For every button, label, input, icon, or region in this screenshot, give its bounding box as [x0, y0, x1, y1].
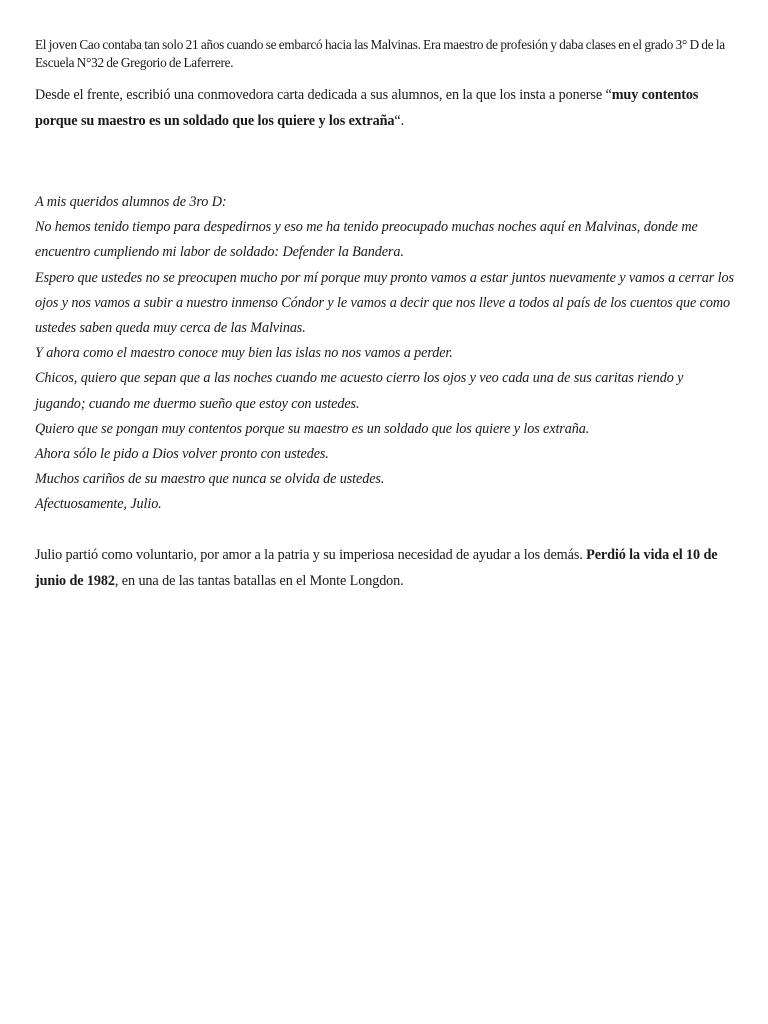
letter-body — [35, 190, 735, 518]
context-bold-quote: muy contentos porque su maestro es un soldado que los quiere y los extraña — [35, 87, 699, 129]
closing-paragraph — [35, 542, 735, 594]
letter-line: Y ahora como el maestro conoce muy bien las islas no nos vamos a perder. — [35, 345, 453, 362]
document-page — [35, 36, 735, 594]
closing-text-start: Julio partió como voluntario, por amor a la patria y su imperiosa necesidad de ayudar a los demás. — [35, 546, 587, 563]
letter-signature: Afectuosamente, Julio. — [35, 496, 162, 513]
letter-context-paragraph — [35, 82, 735, 134]
letter-line: No hemos tenido tiempo para despedirnos y eso me ha tenido preocupado muchas noches aquí en Malvinas, donde me encuentro cumpliendo mi labor de soldado: Defender la Bandera. — [35, 219, 698, 261]
letter-line: Quiero que se pongan muy contentos porque su maestro es un soldado que los quiere y los extraña. — [35, 420, 590, 437]
letter-line: Ahora sólo le pido a Dios volver pronto con ustedes. — [35, 446, 329, 463]
closing-text-end: , en una de las tantas batallas en el Monte Longdon. — [114, 572, 404, 589]
closing-bold-date: Perdió la vida el 10 de junio de 1982 — [35, 546, 718, 589]
letter-line: Muchos cariños de su maestro que nunca se olvida de ustedes. — [35, 471, 385, 488]
context-text-end: “. — [394, 113, 405, 129]
context-text-start: Desde el frente, escribió una conmovedora carta dedicada a sus alumnos, en la que los insta a ponerse “ — [35, 87, 612, 103]
letter-salutation: A mis queridos alumnos de 3ro D: — [35, 194, 227, 210]
intro-paragraph: El joven Cao contaba tan solo 21 años cuando se embarcó hacia las Malvinas. Era maestro de profesión y daba clases en el grado 3° D de la Escuela N°32 de Gregorio de Laferrere. — [35, 37, 725, 70]
letter-line: Chicos, quiero que sepan que a las noches cuando me acuesto cierro los ojos y veo cada una de sus caritas riendo y jugando; cuando me duermo sueño que estoy con ustedes. — [35, 370, 684, 412]
letter-line: Espero que ustedes no se preocupen mucho por mí porque muy pronto vamos a estar juntos nuevamente y vamos a cerrar los ojos y nos vamos a subir a nuestro inmenso Cóndor y le vamos a decir que nos lleve a todos al país de los cuentos que como ustedes saben queda muy cerca de las Malvinas. — [35, 269, 734, 337]
